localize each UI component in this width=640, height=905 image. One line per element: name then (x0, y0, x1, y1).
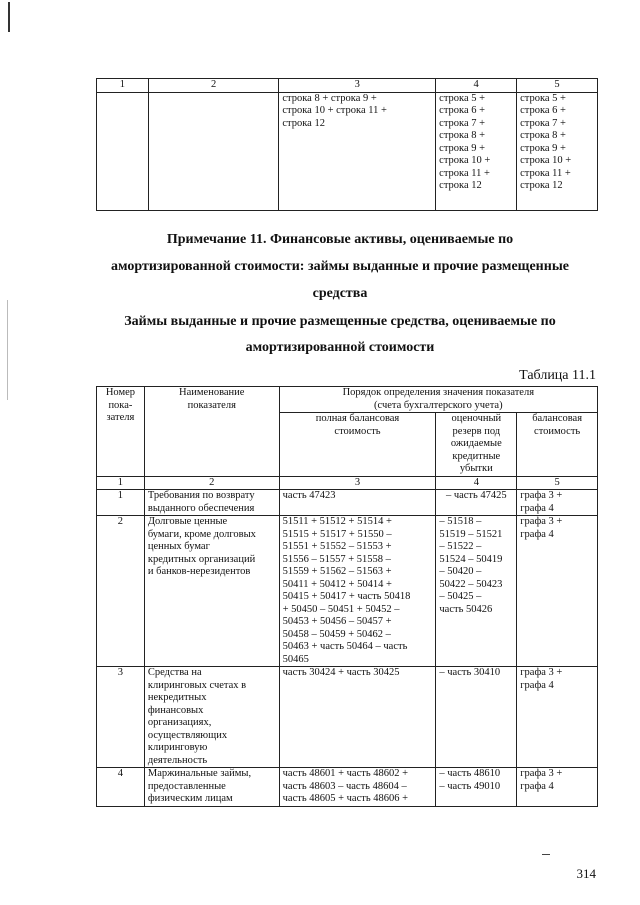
header-order: Порядок определения значения показателя (счета бухгалтерского учета) (279, 387, 597, 413)
margin-mark (8, 2, 10, 32)
row-col3: часть 47423 (279, 490, 436, 516)
col-number: 1 (97, 476, 145, 490)
column-number-row (97, 476, 598, 490)
row-name: Требования по возврату выданного обеспечения (144, 490, 279, 516)
col-number: 1 (97, 79, 149, 93)
row-number: 1 (97, 490, 145, 516)
table-row (97, 516, 598, 667)
table-title: Займы выданные и прочие размещенные средства, оцениваемые по амортизированной стоимости (124, 314, 556, 355)
row-col3: 51511 + 51512 + 51514 + 51515 + 51517 + 51550 – 51551 + 51552 – 51553 + 51556 – 51557 + 51558 – 51559 + 51562 – 51563 + 50411 + 50412 + 50414 + 50415 + 50417 + часть 50418 + 50450 – 50451 + 50452 – 50453 + 50456 – 50457 + 50458 – 50459 + 50462 – 50463 + часть 50464 – часть 50465 (279, 516, 436, 667)
row-number: 3 (97, 667, 145, 768)
row-col4: – 51518 – 51519 – 51521 – 51522 – 51524 – 50419 – 50420 – 50422 – 50423 – 50425 – часть 50426 (436, 516, 517, 667)
row-name: Средства на клиринговых счетах в некредитных финансовых организациях, осуществляющих клиринговую деятельность (144, 667, 279, 768)
table-cell: строка 5 + строка 6 + строка 7 + строка 8 + строка 9 + строка 10 + строка 11 + строка 12 (436, 92, 517, 210)
margin-line (7, 300, 8, 400)
table-row (97, 490, 598, 516)
page-number: 314 (576, 866, 596, 881)
main-table (96, 386, 598, 807)
row-col3: часть 48601 + часть 48602 + часть 48603 – часть 48604 – часть 48605 + часть 48606 + (279, 768, 436, 807)
header-number: Номер пока- зателя (97, 387, 145, 477)
row-name: Долговые ценные бумаги, кроме долговых ценных бумаг кредитных организаций и банков-нерезидентов (144, 516, 279, 667)
col-number: 3 (279, 79, 436, 93)
row-number: 4 (97, 768, 145, 807)
col-number: 3 (279, 476, 436, 490)
row-col5: графа 3 + графа 4 (517, 667, 598, 768)
row-number: 2 (97, 516, 145, 667)
header-col3: полная балансовая стоимость (279, 413, 436, 477)
scan-mark (542, 854, 550, 855)
header-col5: балансовая стоимость (517, 413, 598, 477)
table-cell (148, 92, 279, 210)
table-row (97, 92, 598, 210)
row-col5: графа 3 + графа 4 (517, 768, 598, 807)
continuation-table (96, 78, 598, 211)
header-name: Наименование показателя (144, 387, 279, 477)
row-col4: – часть 47425 (436, 490, 517, 516)
col-number: 2 (148, 79, 279, 93)
header-col4: оценочный резерв под ожидаемые кредитные убытки (436, 413, 517, 477)
col-number: 5 (517, 476, 598, 490)
row-col5: графа 3 + графа 4 (517, 516, 598, 667)
row-name: Маржинальные займы, предоставленные физическим лицам (144, 768, 279, 807)
continuation-header-row (97, 79, 598, 93)
note-title: Примечание 11. Финансовые активы, оцениваемые по амортизированной стоимости: займы выданные и прочие размещенные средства (111, 232, 569, 301)
col-number: 4 (436, 476, 517, 490)
col-number: 2 (144, 476, 279, 490)
header-row (97, 387, 598, 413)
table-row (97, 768, 598, 807)
col-number: 5 (517, 79, 598, 93)
row-col4: – часть 30410 (436, 667, 517, 768)
table-cell (97, 92, 149, 210)
table-cell: строка 8 + строка 9 + строка 10 + строка 11 + строка 12 (279, 92, 436, 210)
col-number: 4 (436, 79, 517, 93)
table-row (97, 667, 598, 768)
row-col3: часть 30424 + часть 30425 (279, 667, 436, 768)
table-cell: строка 5 + строка 6 + строка 7 + строка 8 + строка 9 + строка 10 + строка 11 + строка 12 (517, 92, 598, 210)
row-col4: – часть 48610 – часть 49010 (436, 768, 517, 807)
row-col5: графа 3 + графа 4 (517, 490, 598, 516)
table-number: Таблица 11.1 (519, 368, 596, 383)
